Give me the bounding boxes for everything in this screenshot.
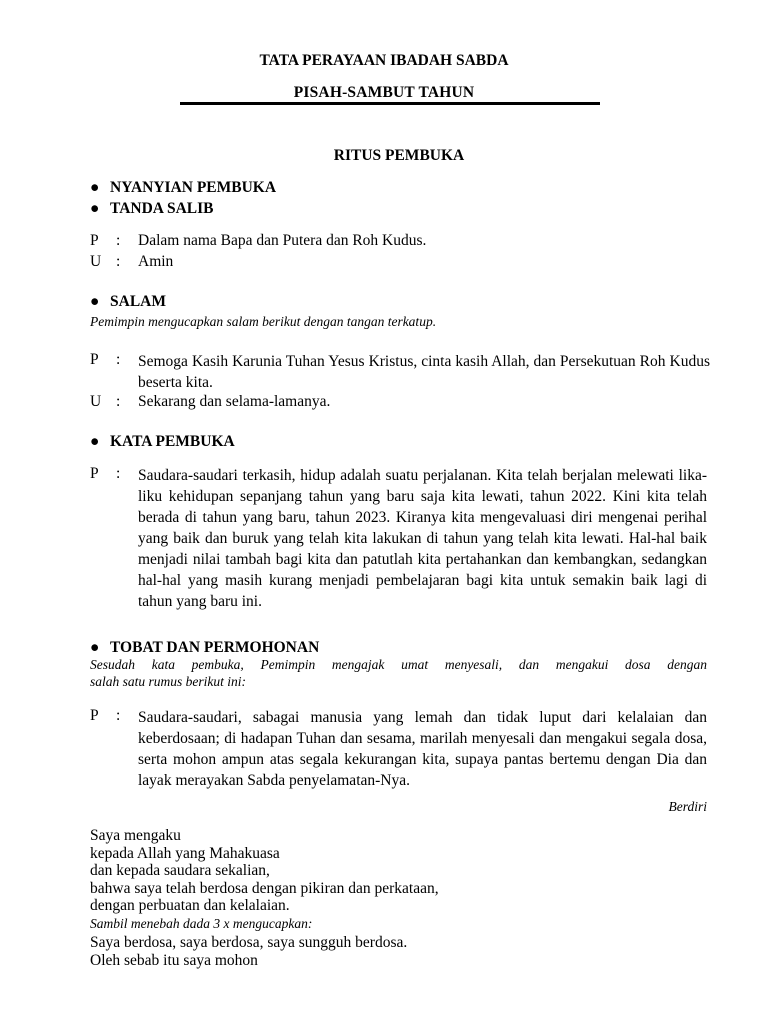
confiteor-block — [90, 827, 439, 915]
bullet-icon: ● — [90, 639, 100, 656]
confiteor-line: Saya berdosa, saya berdosa, saya sungguh berdosa. — [90, 934, 408, 951]
bullet-kata-pembuka — [90, 433, 235, 451]
dialog-colon: : — [116, 232, 121, 249]
heading-label: TANDA SALIB — [110, 200, 214, 217]
dialog-colon: : — [116, 351, 121, 368]
confiteor-line: bahwa saya telah berdosa dengan pikiran dan perkataan, — [90, 879, 439, 897]
dialog-label-u: U — [90, 253, 102, 270]
dialog-colon: : — [116, 707, 121, 724]
dialog-label-p: P — [90, 351, 99, 368]
salam-rubric: Pemimpin mengucapkan salam berikut dengan tangan terkatup. — [90, 314, 437, 329]
heading-label: NYANYIAN PEMBUKA — [110, 179, 277, 196]
confiteor-rubric: Sambil menebah dada 3 x mengucapkan: — [90, 916, 313, 931]
tobat-rubric-line1 — [90, 657, 707, 673]
bullet-icon: ● — [90, 433, 100, 450]
dialog-colon: : — [116, 253, 121, 270]
bullet-nyanyian-pembuka — [90, 179, 276, 197]
tobat-rubric-line2: salah satu rumus berikut ini: — [90, 674, 247, 689]
bullet-tobat-permohonan — [90, 639, 319, 657]
kata-pembuka-p-text: Saudara-saudari terkasih, hidup adalah suatu perjalanan. Kita telah berjalan melewati lika-liku kehidupan sepanjang tahun yang baru saja kita lewati, tahun 2022. Kini kita telah berada di tahun yang baru, tahun 2023. Kiranya kita mengevaluasi diri mengenai perihal yang baik dan buruk yang telah kita lakukan di tahun yang telah kita lewati. Hal-hal baik menjadi nilai tambah bagi kita dan patutlah kita pertahankan dan kembangkan, sedangkan hal-hal yang masih kurang menjadi pembelajaran bagi kita untuk semakin baik lagi di tahun yang baru ini. — [138, 467, 707, 610]
confiteor-block-2 — [90, 934, 407, 970]
heading-label: KATA PEMBUKA — [110, 433, 235, 450]
bullet-salam — [90, 293, 166, 311]
section-title: RITUS PEMBUKA — [333, 147, 465, 164]
tobat-rubric-text: Sesudah kata pembuka, Pemimpin mengajak umat menyesali, dan mengakui dosa dengan — [90, 657, 707, 672]
title-underline — [180, 102, 600, 105]
confiteor-line: Oleh sebab itu saya mohon — [90, 952, 258, 969]
dialog-label-u: U — [90, 393, 102, 410]
confiteor-line: dan kepada saudara sekalian, — [90, 862, 270, 879]
dialog-label-p: P — [90, 232, 99, 249]
document-title: TATA PERAYAAN IBADAH SABDA — [259, 52, 509, 69]
bullet-icon: ● — [90, 200, 100, 217]
heading-label: SALAM — [110, 293, 166, 310]
bullet-icon: ● — [90, 293, 100, 310]
dialog-colon: : — [116, 393, 121, 410]
bullet-icon: ● — [90, 179, 100, 196]
document-subtitle: PISAH-SAMBUT TAHUN — [293, 84, 475, 101]
tanda-salib-u-text: Amin — [138, 253, 174, 270]
dialog-label-p: P — [90, 465, 99, 482]
tanda-salib-p-text: Dalam nama Bapa dan Putera dan Roh Kudus. — [138, 232, 427, 249]
confiteor-line: Saya mengaku — [90, 827, 181, 844]
confiteor-line: kepada Allah yang Mahakuasa — [90, 844, 280, 862]
tobat-p-text: Saudara-saudari, sabagai manusia yang lemah dan tidak luput dari kelalaian dan keberdosaan; di hadapan Tuhan dan sesama, marilah menyesali dan mengakui segala dosa, serta mohon ampun atas segala kekurangan kita, supaya pantas bertemu dengan Dia dan layak merayakan Sabda penyelamatan-Nya. — [138, 709, 707, 789]
confiteor-line: dengan perbuatan dan kelalaian. — [90, 897, 290, 914]
salam-p-text: Semoga Kasih Karunia Tuhan Yesus Kristus, cinta kasih Allah, dan Persekutuan Roh Kudus beserta kita. — [138, 353, 710, 391]
dialog-label-p: P — [90, 707, 99, 724]
berdiri-rubric: Berdiri — [668, 799, 707, 814]
salam-u-text: Sekarang dan selama-lamanya. — [138, 393, 331, 410]
heading-label: TOBAT DAN PERMOHONAN — [110, 639, 320, 656]
dialog-colon: : — [116, 465, 121, 482]
bullet-tanda-salib — [90, 200, 214, 218]
